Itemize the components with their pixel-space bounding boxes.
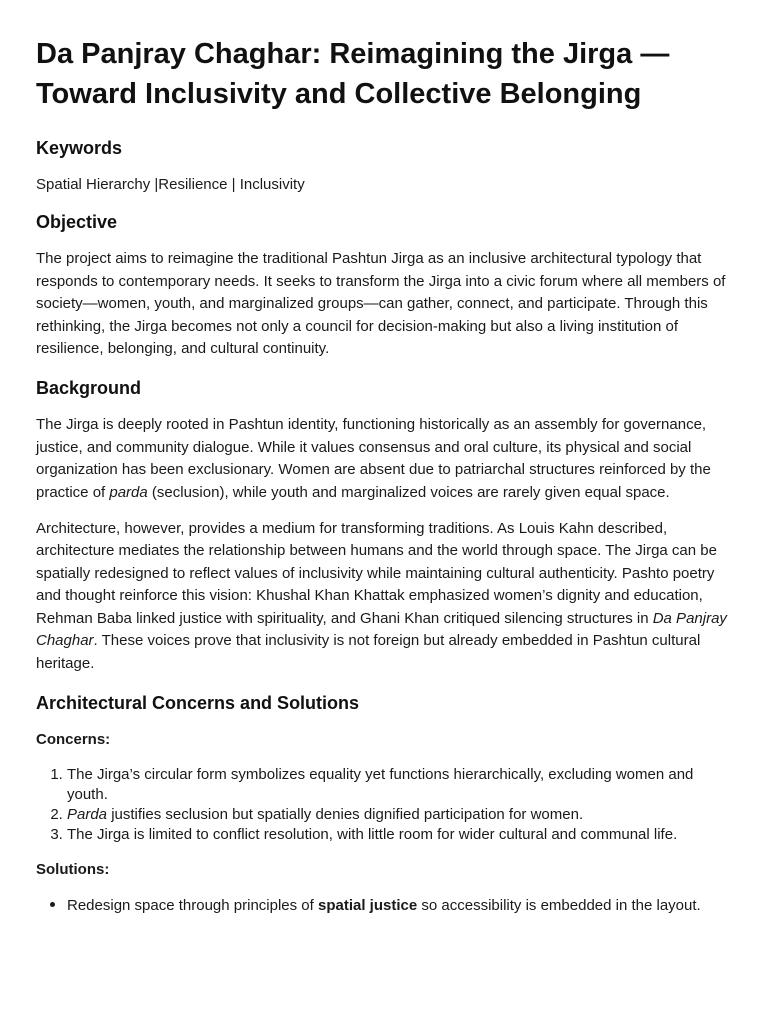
concern-item [67,825,732,845]
background-paragraph-2 [36,518,732,675]
bg-p1-text-a: The Jirga is deeply rooted in Pashtun identity, functioning historically as an assembly for governance, justice, and community dialogue. While it values consensus and oral culture, its physical and social organization has been exclusionary. Women are absent due to patriarchal structures reinforced by the practice of [36,416,711,501]
concern-item [67,805,732,825]
solution-text-a: Redesign space through principles of [67,896,318,914]
concern-item [67,765,732,805]
concern-text: The Jirga is limited to conflict resolution, with little room for wider cultural and communal life. [67,825,678,843]
solutions-label: Solutions: [36,860,110,878]
bg-p2-text-a: Architecture, however, provides a medium for transforming traditions. As Louis Kahn described, architecture mediates the relationship between humans and the world through space. The Jirga can be spatially redesigned to reflect values of inclusivity while maintaining cultural authenticity. Pashto poetry and thought reinforce this vision: Khushal Khan Khattak emphasized women’s dignity and education, Rehman Baba linked justice with spirituality, and Ghani Khan critiqued silencing structures in [36,520,717,627]
concerns-label: Concerns: [36,730,111,748]
architecture-heading: Architectural Concerns and Solutions [36,692,360,713]
bg-p1-italic-term: parda [109,483,148,501]
keywords-text: Spatial Hierarchy |Resilience | Inclusivity [36,176,305,193]
keywords-heading: Keywords [36,138,123,158]
solution-bold-term: spatial justice [318,896,418,914]
concern-italic-term: Parda [67,805,108,823]
solution-text-b: so accessibility is embedded in the layout. [417,896,701,914]
concern-text: The Jirga’s circular form symbolizes equality yet functions hierarchically, excluding women and youth. [67,765,694,803]
document-title: Da Panjray Chaghar: Reimagining the Jirga — Toward Inclusivity and Collective Belonging [36,38,670,110]
objective-paragraph: The project aims to reimagine the traditional Pashtun Jirga as an inclusive architectural typology that responds to contemporary needs. It seeks to transform the Jirga into a civic forum where all members of society—women, youth, and marginalized groups—can gather, connect, and participate. Through this rethinking, the Jirga becomes not only a council for decision-making but also a living institution of resilience, belonging, and cultural continuity. [36,250,726,358]
concern-text: justifies seclusion but spatially denies dignified participation for women. [107,805,584,823]
solution-item [67,895,732,916]
concerns-list [36,765,732,845]
background-paragraph-1 [36,414,732,504]
solutions-list [36,895,732,916]
bg-p1-text-b: (seclusion), while youth and marginalized voices are rarely given equal space. [147,483,670,501]
bg-p2-text-b: . These voices prove that inclusivity is not foreign but already embedded in Pashtun cultural heritage. [36,632,701,672]
objective-heading: Objective [36,212,118,233]
bg-p2-italic-title: Da Panjray Chaghar [36,609,727,650]
background-heading: Background [36,378,142,399]
